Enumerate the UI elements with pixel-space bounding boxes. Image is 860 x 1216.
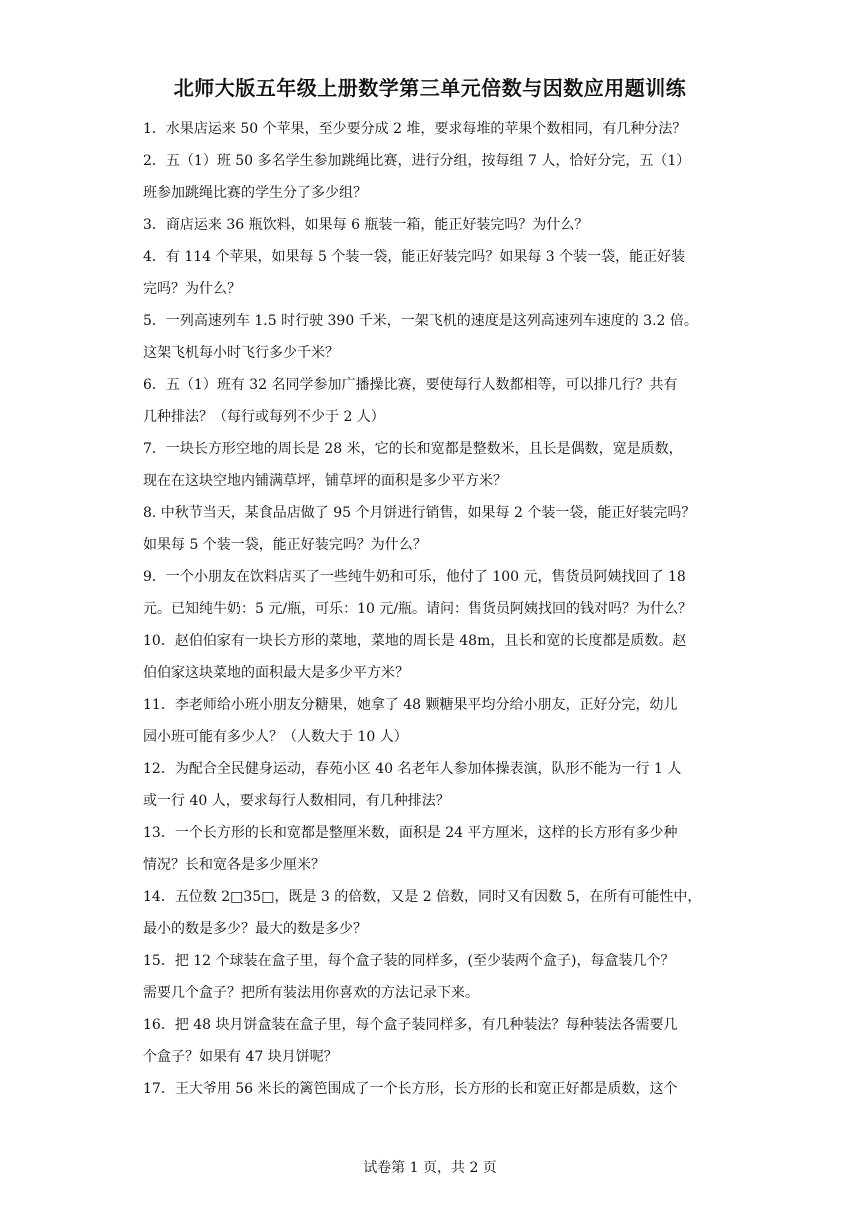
question-text-line: 园小班可能有多少人？（人数大于 10 人） (143, 729, 408, 745)
question-item (143, 945, 723, 1009)
question-text-line: 完吗？为什么？ (143, 281, 241, 297)
question-text-line: 15．把 12 个球装在盒子里，每个盒子装的同样多，(至少装两个盒子)，每盒装几个？ (143, 953, 675, 969)
question-text-line: 几种排法？（每行或每列不少于 2 人） (143, 409, 385, 425)
question-text-line: 最小的数是多少？最大的数是多少？ (143, 921, 367, 937)
question-text-line: 16．把 48 块月饼盒装在盒子里，每个盒子装同样多，有几种装法？每种装法各需要几 (143, 1017, 678, 1033)
question-text-line: 10．赵伯伯家有一块长方形的菜地，菜地的周长是 48m，且长和宽的长度都是质数。赵 (143, 633, 687, 649)
question-item (143, 305, 723, 369)
question-text-line: 11．李老师给小班小朋友分糖果，她拿了 48 颗糖果平均分给小朋友，正好分完，幼儿 (143, 697, 678, 713)
question-text-line: 个盒子？如果有 47 块月饼呢？ (143, 1049, 338, 1065)
question-item (143, 145, 723, 209)
question-text-line: 12．为配合全民健身运动，春苑小区 40 名老年人参加体操表演，队形不能为一行 1 人 (143, 761, 682, 777)
question-text-line: 9．一个小朋友在饮料店买了一些纯牛奶和可乐，他付了 100 元，售货员阿姨找回了 18 (143, 569, 686, 585)
question-item (143, 1009, 723, 1073)
question-text-line: 或一行 40 人，要求每行人数相同，有几种排法？ (143, 793, 450, 809)
question-text-line: 14．五位数 2□35□，既是 3 的倍数，又是 2 倍数，同时又有因数 5，在所有可能性中， (143, 889, 702, 905)
question-text-line: 5．一列高速列车 1.5 时行驶 390 千米，一架飞机的速度是这列高速列车速度的 3.2 倍。 (143, 313, 698, 329)
question-text-line: 3．商店运来 36 瓶饮料，如果每 6 瓶装一箱，能正好装完吗？为什么？ (143, 217, 589, 233)
question-text-line: 2．五（1）班 50 多名学生参加跳绳比赛，进行分组，按每组 7 人，恰好分完，五（1） (143, 153, 691, 169)
question-item (143, 369, 723, 433)
question-item (143, 689, 723, 753)
question-text-line: 如果每 5 个装一袋，能正好装完吗？为什么？ (143, 537, 427, 553)
question-item (143, 433, 723, 497)
question-text-line: 现在在这块空地内铺满草坪，铺草坪的面积是多少平方米？ (143, 473, 507, 489)
question-text-line: 这架飞机每小时飞行多少千米？ (143, 345, 339, 361)
question-text-line: 4．有 114 个苹果，如果每 5 个装一袋，能正好装完吗？如果每 3 个装一袋，能正好装 (143, 249, 686, 265)
question-text-line: 1．水果店运来 50 个苹果，至少要分成 2 堆，要求每堆的苹果个数相同，有几种分法？ (143, 121, 687, 137)
question-item (143, 241, 723, 305)
question-text-line: 元。已知纯牛奶：5 元/瓶，可乐：10 元/瓶。请问：售货员阿姨找回的钱对吗？为什么？ (143, 601, 693, 617)
question-item (143, 817, 723, 881)
question-item (143, 561, 723, 625)
question-text-line: 7．一块长方形空地的周长是 28 米，它的长和宽都是整数米，且长是偶数，宽是质数， (143, 441, 683, 457)
question-text-line: 8. 中秋节当天，某食品店做了 95 个月饼进行销售，如果每 2 个装一袋，能正好装完吗？ (143, 505, 696, 521)
document-title: 北师大版五年级上册数学第三单元倍数与因数应用题训练 (173, 76, 687, 100)
question-text-line: 6．五（1）班有 32 名同学参加广播操比赛，要使每行人数都相等，可以排几行？共有 (143, 377, 678, 393)
question-text-line: 伯伯家这块菜地的面积最大是多少平方米？ (143, 665, 409, 681)
question-item (143, 881, 723, 945)
page-footer: 试卷第 1 页，共 2 页 (363, 1160, 497, 1176)
question-item (143, 209, 723, 241)
question-item (143, 753, 723, 817)
question-text-line: 13．一个长方形的长和宽都是整厘米数，面积是 24 平方厘米，这样的长方形有多少种 (143, 825, 678, 841)
question-text-line: 17．王大爷用 56 米长的篱笆围成了一个长方形，长方形的长和宽正好都是质数，这个 (143, 1081, 678, 1097)
question-text-line: 情况？长和宽各是多少厘米？ (143, 857, 325, 873)
question-item (143, 497, 723, 561)
question-item (143, 1073, 723, 1105)
question-text-line: 需要几个盒子？把所有装法用你喜欢的方法记录下来。 (143, 985, 479, 1001)
question-list (143, 113, 723, 1105)
question-item (143, 625, 723, 689)
question-text-line: 班参加跳绳比赛的学生分了多少组？ (143, 185, 367, 201)
question-item (143, 113, 723, 145)
